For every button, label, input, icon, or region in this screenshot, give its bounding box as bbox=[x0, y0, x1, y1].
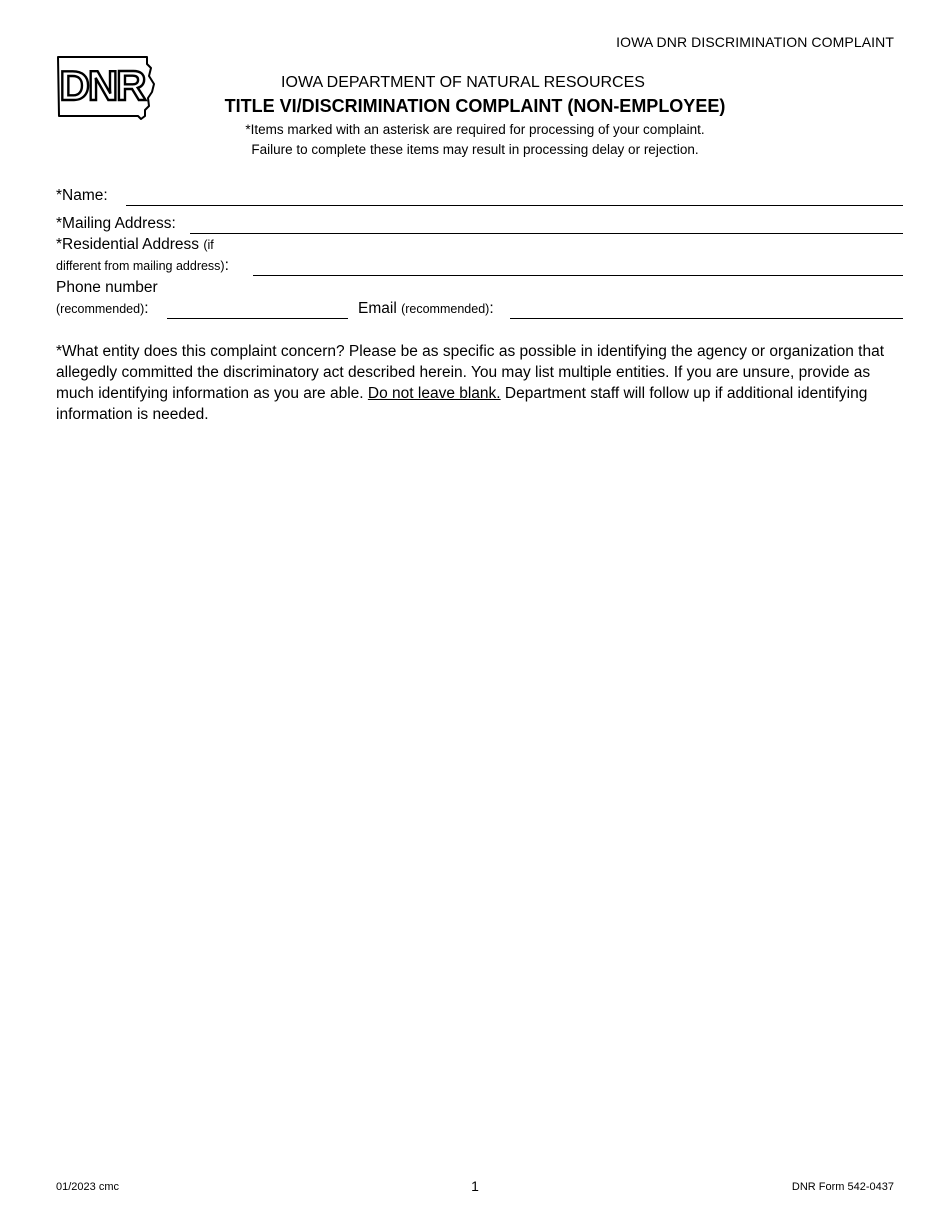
svg-text:DNR: DNR bbox=[59, 62, 145, 109]
do-not-leave-blank-note: Do not leave blank. bbox=[367, 385, 501, 402]
mailing-address-field[interactable] bbox=[190, 233, 903, 234]
form-header-label: IOWA DNR DISCRIMINATION COMPLAINT bbox=[616, 34, 894, 50]
form-title: TITLE VI/DISCRIMINATION COMPLAINT (NON-EMPLOYEE) bbox=[224, 96, 726, 116]
department-name: IOWA DEPARTMENT OF NATURAL RESOURCES bbox=[281, 74, 645, 91]
page-number: 1 bbox=[471, 1178, 479, 1194]
required-note-line-1: *Items marked with an asterisk are required for processing of your complaint. bbox=[245, 122, 705, 137]
email-field[interactable] bbox=[510, 318, 903, 319]
residential-address-hint: different from mailing address): bbox=[56, 257, 229, 274]
name-label: *Name: bbox=[56, 187, 108, 204]
phone-field[interactable] bbox=[167, 318, 348, 319]
phone-label: Phone number bbox=[56, 279, 158, 296]
residential-address-label: *Residential Address (if bbox=[56, 236, 214, 253]
entity-answer-area[interactable] bbox=[56, 430, 902, 431]
required-note-line-2: Failure to complete these items may result in processing delay or rejection. bbox=[251, 142, 699, 157]
name-field[interactable] bbox=[126, 205, 903, 206]
mailing-address-label: *Mailing Address: bbox=[56, 215, 176, 232]
entity-question: *What entity does this complaint concern? Please be as specific as possible in identifying the agency or organization that allegedly committed the discriminatory act described herein. You may list multiple entities. If you are unsure, provide as much identifying information as you are able. Do not leave blank. Department staff will follow up if additional identifying information is needed. bbox=[56, 343, 885, 423]
phone-hint: (recommended): bbox=[56, 300, 149, 317]
residential-address-field[interactable] bbox=[253, 275, 903, 276]
footer-form-number: DNR Form 542-0437 bbox=[791, 1181, 894, 1193]
email-label: Email (recommended): bbox=[358, 300, 494, 317]
footer-date-code: 01/2023 cmc bbox=[56, 1181, 119, 1193]
